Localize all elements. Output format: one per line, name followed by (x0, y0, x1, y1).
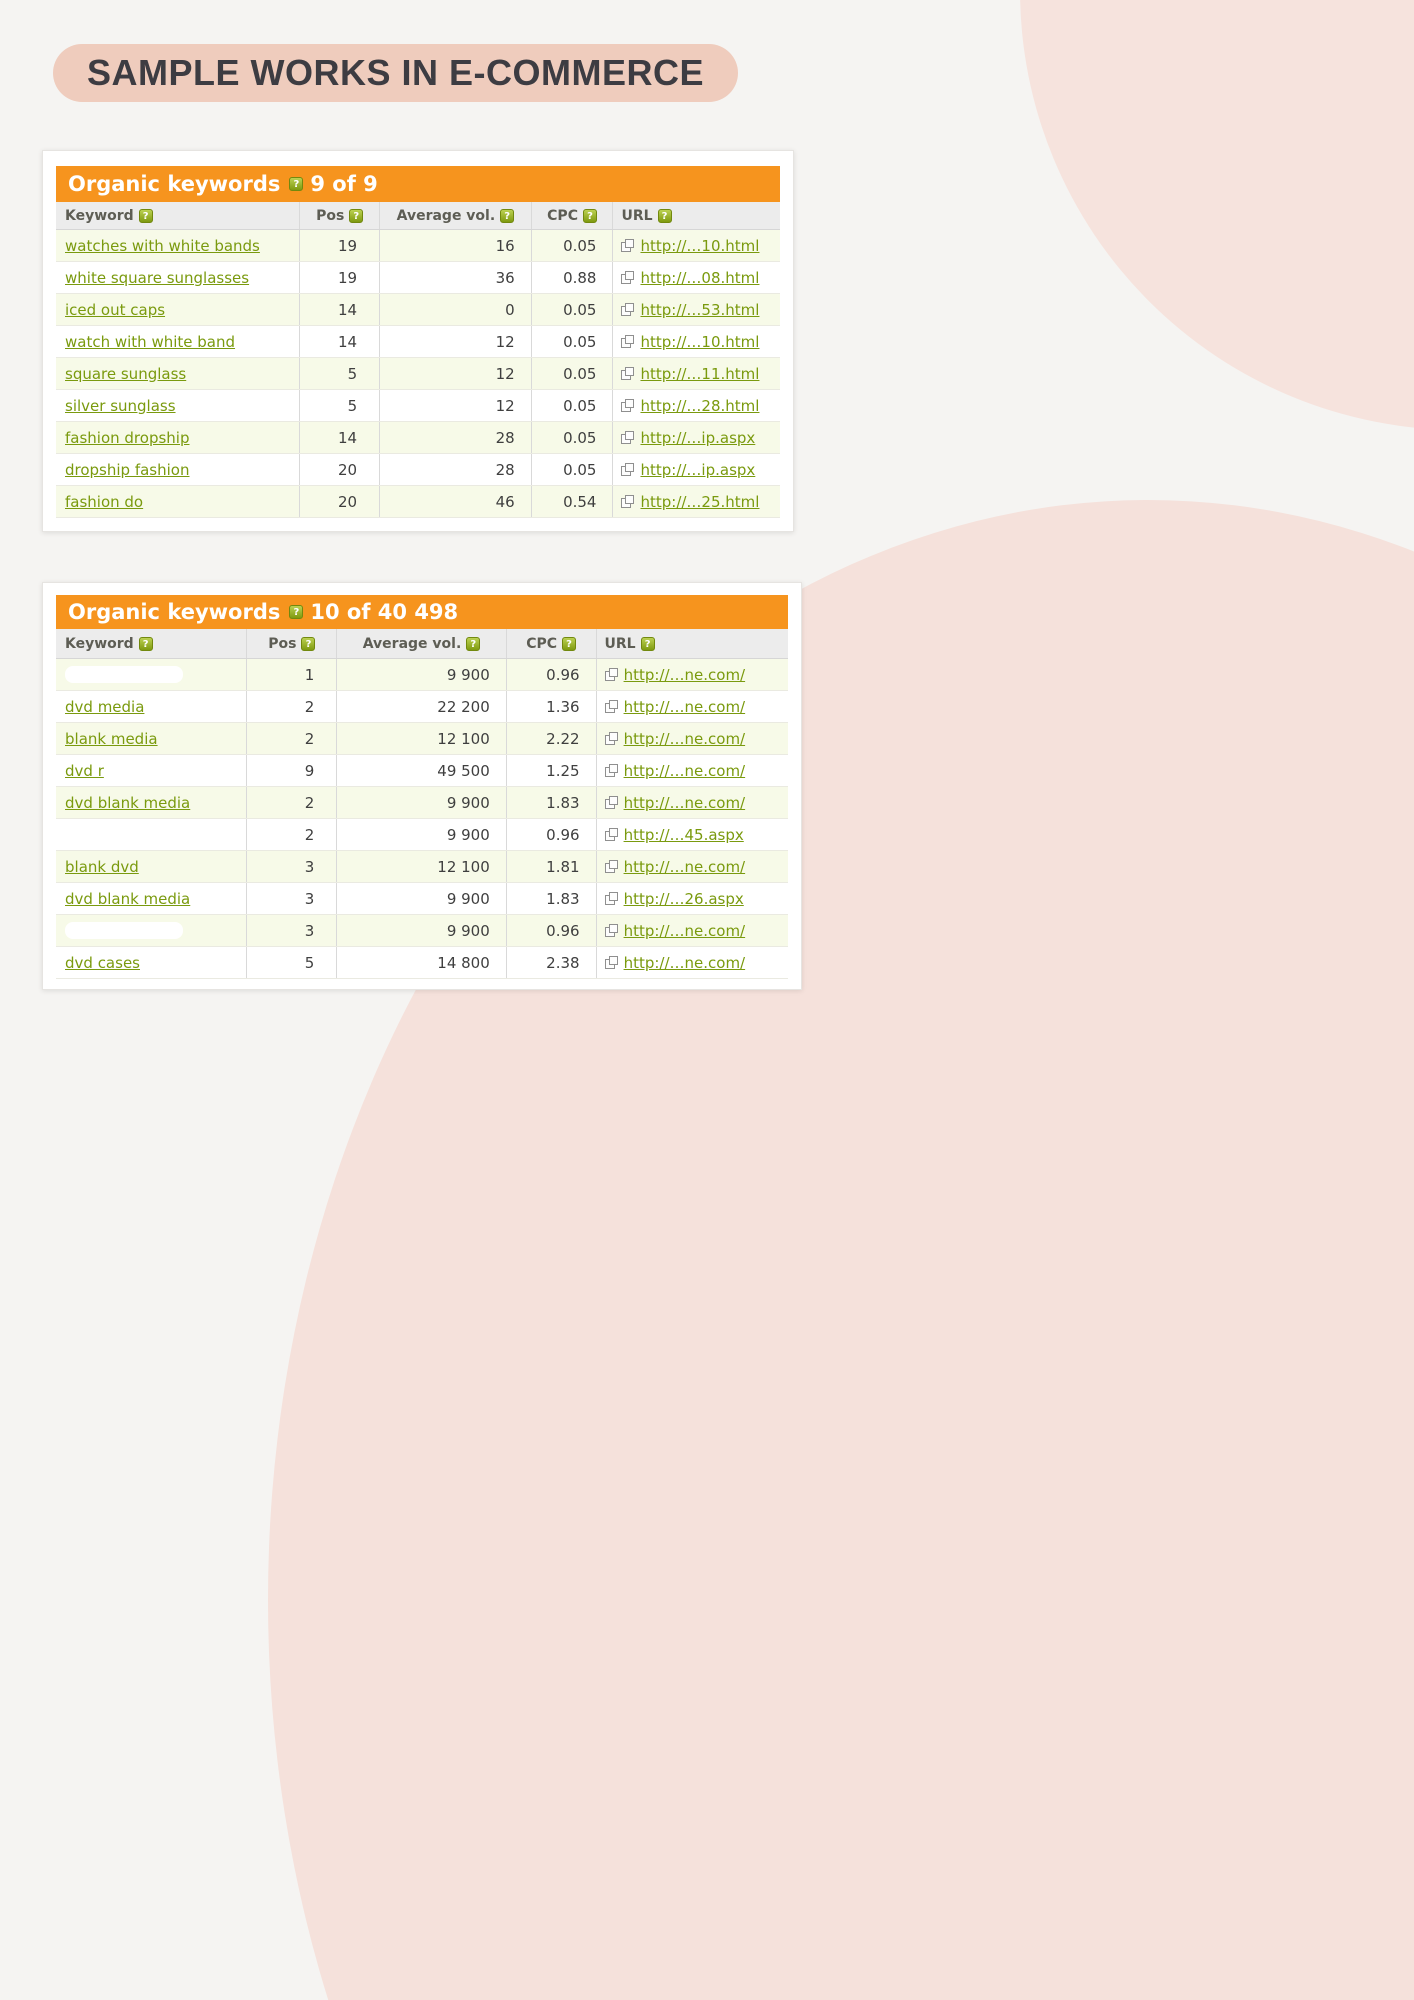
column-header-cpc[interactable]: CPC ? (532, 202, 614, 229)
external-link-icon (621, 303, 634, 316)
external-link-icon (621, 463, 634, 476)
pos-value: 14 (300, 422, 380, 453)
url-link[interactable]: http://…28.html (640, 396, 760, 415)
help-icon[interactable]: ? (301, 637, 315, 651)
pos-value: 2 (247, 787, 337, 818)
url-link[interactable]: http://…ne.com/ (623, 793, 746, 812)
help-icon[interactable]: ? (658, 209, 672, 223)
pos-value: 3 (247, 851, 337, 882)
redacted-keyword (65, 922, 183, 939)
table-row (56, 454, 780, 486)
column-header-pos[interactable]: Pos ? (247, 629, 337, 658)
external-link-icon (621, 431, 634, 444)
pos-value: 19 (300, 262, 380, 293)
keyword-link[interactable]: watch with white band (65, 332, 236, 351)
external-link-icon (621, 239, 634, 252)
cpc-value: 0.05 (532, 454, 614, 485)
volume-value: 14 800 (337, 947, 507, 978)
url-link[interactable]: http://…ne.com/ (623, 953, 746, 972)
url-link[interactable]: http://…45.aspx (623, 825, 744, 844)
pos-value: 2 (247, 819, 337, 850)
table-row (56, 326, 780, 358)
column-header-keyword[interactable]: Keyword ? (56, 202, 300, 229)
cpc-value: 0.96 (507, 915, 597, 946)
volume-value: 12 (380, 326, 532, 357)
cpc-value: 1.83 (507, 787, 597, 818)
cpc-value: 0.88 (532, 262, 614, 293)
table-row (56, 390, 780, 422)
volume-value: 9 900 (337, 819, 507, 850)
pos-value: 20 (300, 454, 380, 485)
help-icon[interactable]: ? (289, 605, 303, 619)
pos-value: 5 (300, 358, 380, 389)
volume-value: 12 100 (337, 851, 507, 882)
cpc-value: 0.05 (532, 422, 614, 453)
redacted-keyword (65, 666, 183, 683)
table-row (56, 819, 788, 851)
url-link[interactable]: http://…10.html (640, 236, 760, 255)
url-link[interactable]: http://…ip.aspx (640, 460, 756, 479)
pos-value: 3 (247, 915, 337, 946)
external-link-icon (621, 335, 634, 348)
pos-value: 14 (300, 294, 380, 325)
external-link-icon (605, 892, 618, 905)
volume-value: 9 900 (337, 883, 507, 914)
keyword-link[interactable]: blank media (65, 729, 158, 748)
external-link-icon (621, 367, 634, 380)
url-link[interactable]: http://…ne.com/ (623, 697, 746, 716)
decorative-circle-top (1020, 0, 1414, 430)
url-link[interactable]: http://…11.html (640, 364, 760, 383)
url-link[interactable]: http://…ip.aspx (640, 428, 756, 447)
external-link-icon (621, 495, 634, 508)
volume-value: 22 200 (337, 691, 507, 722)
pos-value: 9 (247, 755, 337, 786)
cpc-value: 1.81 (507, 851, 597, 882)
keyword-link[interactable]: dvd media (65, 697, 145, 716)
volume-value: 12 (380, 358, 532, 389)
keyword-link[interactable]: silver sunglass (65, 396, 176, 415)
column-header-cpc[interactable]: CPC ? (507, 629, 597, 658)
keyword-link[interactable]: dropship fashion (65, 460, 190, 479)
external-link-icon (605, 860, 618, 873)
table-row (56, 755, 788, 787)
help-icon[interactable]: ? (562, 637, 576, 651)
cpc-value: 0.05 (532, 326, 614, 357)
url-link[interactable]: http://…08.html (640, 268, 760, 287)
table1-title-bar (56, 166, 780, 202)
external-link-icon (621, 271, 634, 284)
volume-value: 12 (380, 390, 532, 421)
table1-count: 9 of 9 (310, 172, 378, 196)
keyword-link[interactable]: blank dvd (65, 857, 139, 876)
page-title-pill (53, 44, 738, 102)
external-link-icon (605, 764, 618, 777)
external-link-icon (605, 924, 618, 937)
keyword-link[interactable]: fashion do (65, 492, 144, 511)
keyword-link[interactable]: dvd r (65, 761, 104, 780)
table-row (56, 294, 780, 326)
pos-value: 2 (247, 691, 337, 722)
keyword-link[interactable]: watches with white bands (65, 236, 260, 255)
table1-header-row (56, 202, 780, 230)
table1-title: Organic keywords (68, 172, 281, 196)
url-link[interactable]: http://…ne.com/ (623, 761, 746, 780)
volume-value: 46 (380, 486, 532, 517)
table-row (56, 659, 788, 691)
table-row (56, 262, 780, 294)
table2-count: 10 of 40 498 (310, 600, 459, 624)
table-row (56, 691, 788, 723)
cpc-value: 1.25 (507, 755, 597, 786)
table-row (56, 947, 788, 979)
pos-value: 14 (300, 326, 380, 357)
table2-title-bar (56, 595, 788, 629)
url-link[interactable]: http://…ne.com/ (623, 665, 746, 684)
table-row (56, 787, 788, 819)
column-header-pos[interactable]: Pos ? (300, 202, 380, 229)
help-icon[interactable]: ? (289, 177, 303, 191)
volume-value: 9 900 (337, 787, 507, 818)
pos-value: 1 (247, 659, 337, 690)
volume-value: 9 900 (337, 659, 507, 690)
keyword-link[interactable]: white square sunglasses (65, 268, 250, 287)
volume-value: 28 (380, 454, 532, 485)
volume-value: 36 (380, 262, 532, 293)
pos-value: 20 (300, 486, 380, 517)
table-row (56, 723, 788, 755)
cpc-value: 2.38 (507, 947, 597, 978)
cpc-value: 1.36 (507, 691, 597, 722)
cpc-value: 0.05 (532, 358, 614, 389)
keyword-link[interactable]: dvd cases (65, 953, 140, 972)
pos-value: 5 (247, 947, 337, 978)
external-link-icon (621, 399, 634, 412)
url-link[interactable]: http://…ne.com/ (623, 857, 746, 876)
keyword-link[interactable]: dvd blank media (65, 889, 191, 908)
pos-value: 5 (300, 390, 380, 421)
help-icon[interactable]: ? (349, 209, 363, 223)
table-row (56, 422, 780, 454)
url-link[interactable]: http://…25.html (640, 492, 760, 511)
external-link-icon (605, 700, 618, 713)
pos-value: 3 (247, 883, 337, 914)
keywords-table-card-1 (42, 150, 794, 532)
external-link-icon (605, 828, 618, 841)
pos-value: 19 (300, 230, 380, 261)
column-header-url[interactable]: URL ? (613, 202, 780, 229)
volume-value: 16 (380, 230, 532, 261)
redacted-keyword (65, 826, 183, 843)
cpc-value: 0.05 (532, 390, 614, 421)
url-link[interactable]: http://…ne.com/ (623, 729, 746, 748)
url-link[interactable]: http://…ne.com/ (623, 921, 746, 940)
cpc-value: 0.96 (507, 819, 597, 850)
keywords-table-card-2 (42, 582, 802, 990)
table2-title: Organic keywords (68, 600, 281, 624)
volume-value: 28 (380, 422, 532, 453)
cpc-value: 2.22 (507, 723, 597, 754)
column-header-url[interactable]: URL ? (597, 629, 788, 658)
keyword-link[interactable]: dvd blank media (65, 793, 191, 812)
column-header-volume[interactable]: Average vol. ? (337, 629, 507, 658)
page-title: SAMPLE WORKS IN E-COMMERCE (87, 52, 705, 93)
cpc-value: 0.54 (532, 486, 614, 517)
volume-value: 49 500 (337, 755, 507, 786)
table-row (56, 851, 788, 883)
volume-value: 0 (380, 294, 532, 325)
table-row (56, 915, 788, 947)
external-link-icon (605, 796, 618, 809)
external-link-icon (605, 668, 618, 681)
column-header-keyword[interactable]: Keyword ? (56, 629, 247, 658)
url-link[interactable]: http://…53.html (640, 300, 760, 319)
cpc-value: 0.05 (532, 294, 614, 325)
cpc-value: 0.05 (532, 230, 614, 261)
table-row (56, 230, 780, 262)
keyword-link[interactable]: square sunglass (65, 364, 187, 383)
help-icon[interactable]: ? (139, 637, 153, 651)
help-icon[interactable]: ? (139, 209, 153, 223)
table2-header-row (56, 629, 788, 659)
url-link[interactable]: http://…10.html (640, 332, 760, 351)
keyword-link[interactable]: fashion dropship (65, 428, 190, 447)
url-link[interactable]: http://…26.aspx (623, 889, 744, 908)
help-icon[interactable]: ? (466, 637, 480, 651)
keyword-link[interactable]: iced out caps (65, 300, 166, 319)
volume-value: 9 900 (337, 915, 507, 946)
pos-value: 2 (247, 723, 337, 754)
cpc-value: 0.96 (507, 659, 597, 690)
external-link-icon (605, 732, 618, 745)
help-icon[interactable]: ? (641, 637, 655, 651)
column-header-volume[interactable]: Average vol. ? (380, 202, 532, 229)
help-icon[interactable]: ? (583, 209, 597, 223)
table-row (56, 883, 788, 915)
cpc-value: 1.83 (507, 883, 597, 914)
volume-value: 12 100 (337, 723, 507, 754)
external-link-icon (605, 956, 618, 969)
table-row (56, 358, 780, 390)
help-icon[interactable]: ? (500, 209, 514, 223)
table-row (56, 486, 780, 518)
